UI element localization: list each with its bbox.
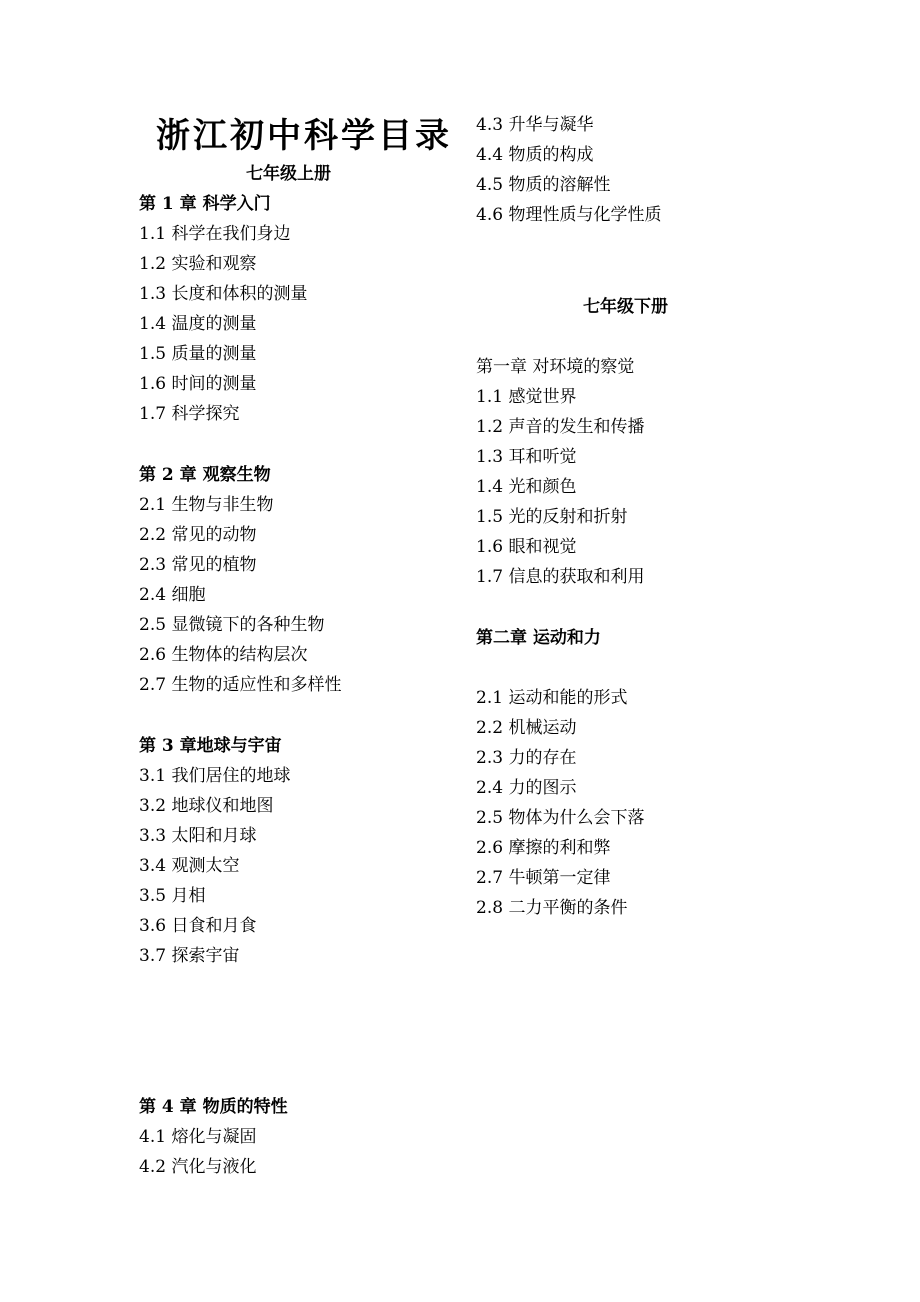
list-item: 2.3 力的存在 bbox=[476, 748, 577, 768]
list-item: 1.3 耳和听觉 bbox=[476, 447, 577, 467]
list-item: 1.2 实验和观察 bbox=[139, 254, 257, 274]
list-item: 2.1 生物与非生物 bbox=[139, 495, 274, 515]
list-item: 2.5 物体为什么会下落 bbox=[476, 808, 645, 828]
list-item: 1.7 信息的获取和利用 bbox=[476, 567, 645, 587]
list-item: 3.4 观测太空 bbox=[139, 856, 240, 876]
list-item: 4.3 升华与凝华 bbox=[476, 115, 594, 135]
list-item: 1.5 质量的测量 bbox=[139, 344, 257, 364]
list-item: 3.6 日食和月食 bbox=[139, 916, 257, 936]
list-item: 3.2 地球仪和地图 bbox=[139, 796, 274, 816]
list-item: 2.2 机械运动 bbox=[476, 718, 577, 738]
list-item: 1.5 光的反射和折射 bbox=[476, 507, 628, 527]
chapter-heading: 第一章 对环境的察觉 bbox=[476, 357, 635, 377]
list-item: 2.6 生物体的结构层次 bbox=[139, 645, 308, 665]
chapter-heading: 第 3 章地球与宇宙 bbox=[139, 736, 282, 756]
list-item: 4.5 物质的溶解性 bbox=[476, 175, 611, 195]
chapter-heading: 第 1 章 科学入门 bbox=[139, 194, 271, 214]
list-item: 3.3 太阳和月球 bbox=[139, 826, 257, 846]
chapter-heading: 第二章 运动和力 bbox=[476, 628, 601, 648]
list-item: 2.8 二力平衡的条件 bbox=[476, 898, 628, 918]
list-item: 4.6 物理性质与化学性质 bbox=[476, 205, 662, 225]
list-item: 1.6 时间的测量 bbox=[139, 374, 257, 394]
list-item: 1.1 科学在我们身边 bbox=[139, 224, 291, 244]
chapter-heading: 第 2 章 观察生物 bbox=[139, 465, 271, 485]
list-item: 2.6 摩擦的利和弊 bbox=[476, 838, 611, 858]
list-item: 1.4 温度的测量 bbox=[139, 314, 257, 334]
list-item: 4.2 汽化与液化 bbox=[139, 1157, 257, 1177]
list-item: 1.3 长度和体积的测量 bbox=[139, 284, 308, 304]
list-item: 2.4 力的图示 bbox=[476, 778, 577, 798]
list-item: 1.2 声音的发生和传播 bbox=[476, 417, 645, 437]
list-item: 4.4 物质的构成 bbox=[476, 145, 594, 165]
grade-lower-heading: 七年级下册 bbox=[583, 297, 668, 317]
list-item: 1.1 感觉世界 bbox=[476, 387, 577, 407]
list-item: 4.1 熔化与凝固 bbox=[139, 1127, 257, 1147]
list-item: 2.7 生物的适应性和多样性 bbox=[139, 675, 342, 695]
page-title: 浙江初中科学目录 bbox=[156, 116, 452, 156]
list-item: 1.7 科学探究 bbox=[139, 404, 240, 424]
list-item: 2.2 常见的动物 bbox=[139, 525, 257, 545]
list-item: 1.6 眼和视觉 bbox=[476, 537, 577, 557]
chapter-heading: 第 4 章 物质的特性 bbox=[139, 1097, 288, 1117]
list-item: 2.3 常见的植物 bbox=[139, 555, 257, 575]
list-item: 2.4 细胞 bbox=[139, 585, 206, 605]
list-item: 2.1 运动和能的形式 bbox=[476, 688, 628, 708]
list-item: 1.4 光和颜色 bbox=[476, 477, 577, 497]
list-item: 3.5 月相 bbox=[139, 886, 206, 906]
list-item: 3.7 探索宇宙 bbox=[139, 946, 240, 966]
list-item: 2.7 牛顿第一定律 bbox=[476, 868, 611, 888]
list-item: 3.1 我们居住的地球 bbox=[139, 766, 291, 786]
list-item: 2.5 显微镜下的各种生物 bbox=[139, 615, 325, 635]
grade-upper-heading: 七年级上册 bbox=[246, 164, 331, 184]
